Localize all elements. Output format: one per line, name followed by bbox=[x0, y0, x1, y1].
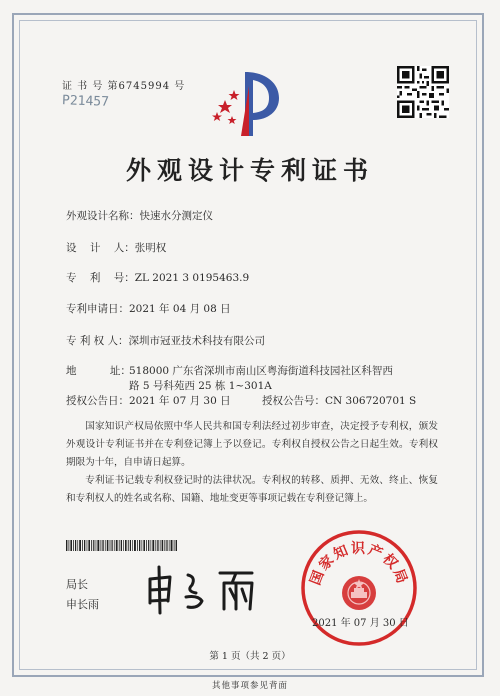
address-label: 地 址： bbox=[66, 365, 131, 377]
filing-date-label: 专利申请日： bbox=[66, 303, 129, 315]
grant-date-value: 2021 年 07 月 30 日 bbox=[129, 395, 231, 407]
grant-date-label: 授权公告日： bbox=[66, 395, 129, 407]
designer-label: 设 计 人： bbox=[66, 242, 135, 254]
filing-date-value: 2021 年 04 月 08 日 bbox=[129, 303, 231, 315]
director-signature bbox=[140, 563, 270, 615]
qr-code-icon bbox=[397, 66, 449, 118]
official-seal bbox=[298, 527, 420, 649]
patentee-value: 深圳市冠亚技术科技有限公司 bbox=[128, 335, 266, 347]
designer-value: 张明权 bbox=[134, 242, 167, 254]
filing-date-row bbox=[66, 301, 231, 316]
grant-number-row bbox=[262, 393, 416, 408]
legal-status-paragraph: 专利证书记载专利权登记时的法律状况。专利权的转移、质押、无效、终止、恢复和专利权人的姓名或名称、国籍、地址变更等事项记载在专利登记簿上。 bbox=[66, 475, 438, 504]
patent-number-row bbox=[66, 270, 249, 285]
page-number: 第 1 页（共 2 页） bbox=[209, 651, 291, 662]
page-title: 外观设计专利证书 bbox=[125, 156, 374, 185]
certificate-number: 证 书 号 第6745994 号 bbox=[62, 81, 186, 92]
patentee-label: 专 利 权 人： bbox=[66, 335, 129, 347]
grant-date-row bbox=[66, 393, 231, 408]
design-name-row bbox=[66, 208, 213, 223]
grant-number-value: CN 306720701 S bbox=[325, 395, 417, 407]
director-name: 申长雨 bbox=[66, 598, 99, 611]
design-name-label: 外观设计名称： bbox=[66, 210, 140, 222]
director-title: 局长 bbox=[66, 578, 88, 591]
designer-row bbox=[66, 240, 166, 255]
design-name-value: 快速水分测定仪 bbox=[139, 210, 213, 222]
barcode-icon bbox=[66, 540, 178, 551]
patentee-row bbox=[66, 333, 265, 348]
address-line-1: 518000 广东省深圳市南山区粤海街道科技园社区科智西 bbox=[129, 365, 393, 377]
national-emblem-icon bbox=[342, 576, 376, 610]
patent-number-label: 专 利 号： bbox=[66, 272, 135, 284]
address-line-2: 路 5 号科苑西 25 栋 1~301A bbox=[129, 380, 272, 392]
handwritten-number: P21457 bbox=[61, 93, 110, 110]
footer-note: 其他事项参见背面 bbox=[211, 681, 288, 691]
patent-office-emblem-icon bbox=[205, 66, 295, 138]
patent-number-value: ZL 2021 3 0195463.9 bbox=[134, 272, 250, 284]
grant-number-label: 授权公告号： bbox=[262, 395, 325, 407]
grant-statement-paragraph: 国家知识产权局依照中华人民共和国专利法经过初步审查，决定授予专利权，颁发外观设计专利证书并在专利登记簿上予以登记。专利权自授权公告之日起生效。专利权期限为十年，自申请日起算。 bbox=[66, 421, 438, 468]
address-row bbox=[66, 363, 131, 378]
seal-text: 国家知识产权局 bbox=[307, 541, 411, 588]
seal-date: 2021 年 07 月 30 日 bbox=[312, 618, 409, 629]
